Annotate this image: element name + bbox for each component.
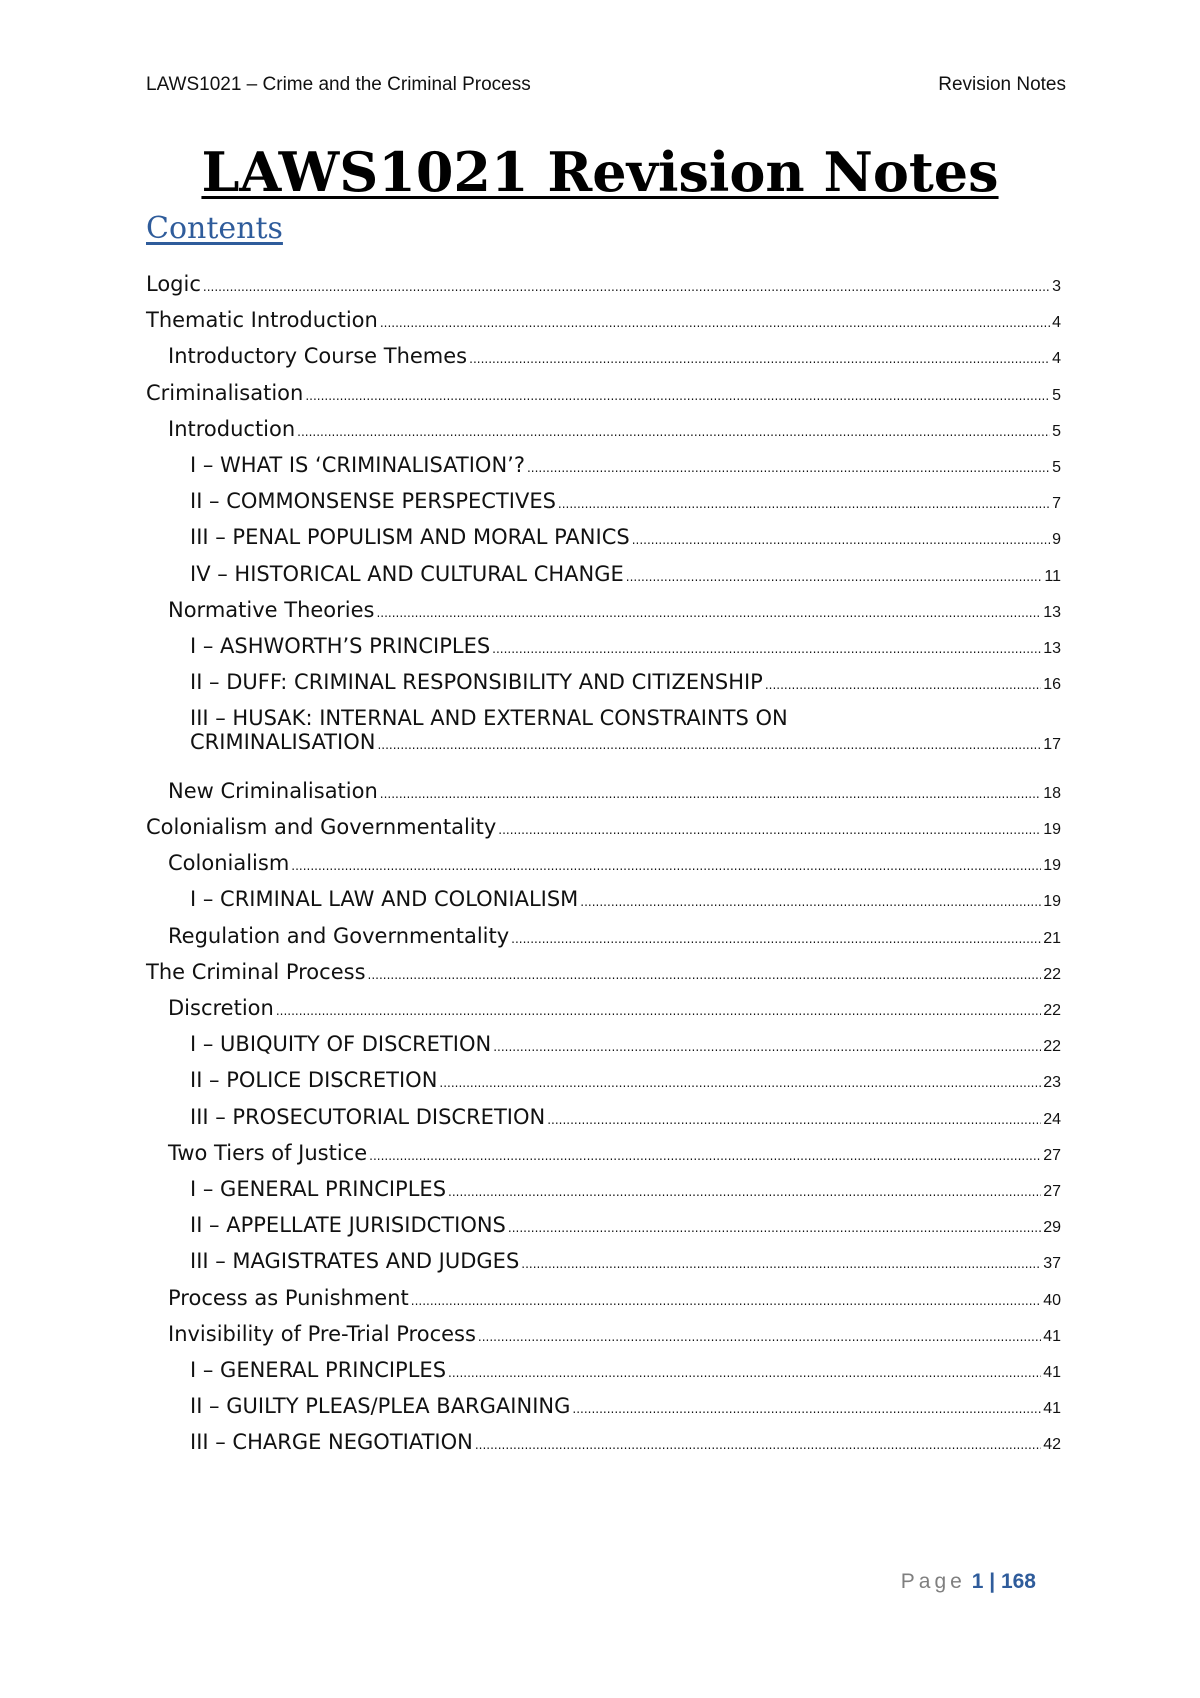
toc-entry-title: Thematic Introduction [146,308,378,333]
toc-entry-title: III – HUSAK: INTERNAL AND EXTERNAL CONSTRAINTS ON [190,706,788,731]
toc-entry-title: Introduction [168,416,296,441]
toc-dot-leader [508,1221,1041,1235]
toc-dot-leader [305,389,1050,403]
toc-entry-continuation [190,730,1061,754]
toc-dot-leader [498,823,1041,837]
toc-entry-title: Introductory Course Themes [168,344,468,369]
toc-entry[interactable] [146,1177,1061,1201]
toc-dot-leader [380,316,1050,330]
toc-dot-leader [475,1438,1041,1452]
toc-entry-title: IV – HISTORICAL AND CULTURAL CHANGE [190,561,624,586]
toc-page-number: 19 [1043,857,1061,875]
toc-entry-title: New Criminalisation [168,778,378,803]
toc-entry[interactable] [146,417,1061,441]
page-header [146,74,1066,100]
toc-page-number: 3 [1052,278,1061,295]
toc-dot-leader [558,497,1050,511]
toc-dot-leader [297,425,1050,439]
toc-page-number: 23 [1043,1074,1061,1092]
toc-entry-title: Two Tiers of Justice [168,1140,368,1165]
toc-entry[interactable] [146,1141,1061,1165]
toc-entry[interactable] [146,344,1061,368]
toc-entry-title: III – PROSECUTORIAL DISCRETION [190,1104,546,1129]
toc-entry-title: III – MAGISTRATES AND JUDGES [190,1249,520,1274]
toc-entry[interactable] [146,381,1061,405]
toc-entry-title: I – GENERAL PRINCIPLES [190,1177,447,1201]
toc-entry[interactable] [146,706,1061,754]
toc-page-number: 5 [1052,422,1061,440]
toc-entry-title: I – UBIQUITY OF DISCRETION [190,1032,492,1057]
toc-dot-leader [276,1004,1041,1018]
toc-dot-leader [439,1076,1041,1090]
toc-dot-leader [580,895,1041,909]
contents-heading[interactable]: Contents [146,211,283,246]
toc-entry[interactable] [146,851,1061,875]
toc-entry[interactable] [146,815,1061,839]
toc-entry[interactable] [146,1394,1061,1418]
toc-page-number: 18 [1043,784,1061,802]
toc-dot-leader [527,461,1050,475]
toc-dot-leader [469,352,1050,366]
toc-entry-title: II – APPELLATE JURISIDCTIONS [190,1213,506,1238]
toc-entry[interactable] [146,1213,1061,1237]
toc-entry[interactable] [146,598,1061,622]
toc-page-number: 22 [1043,965,1061,983]
toc-entry-title: Colonialism and Governmentality [146,815,497,839]
toc-dot-leader [632,533,1050,547]
toc-page-number: 27 [1043,1146,1061,1164]
toc-page-number: 37 [1043,1255,1061,1273]
toc-page-number: 13 [1043,640,1061,657]
toc-dot-leader [369,1149,1041,1163]
toc-entry-title: The Criminal Process [146,959,366,984]
toc-page-number: 19 [1043,893,1061,911]
toc-entry[interactable] [146,1286,1061,1310]
toc-entry[interactable] [146,779,1061,803]
footer-page-label: Page [900,1570,966,1593]
toc-dot-leader [377,738,1041,752]
toc-entry-title: Invisibility of Pre-Trial Process [168,1321,476,1346]
toc-entry[interactable] [146,634,1061,658]
toc-entry-title: III – CHARGE NEGOTIATION [190,1430,473,1455]
footer-total-pages: 168 [1000,1570,1036,1593]
toc-dot-leader [478,1330,1041,1344]
toc-entry-title: II – POLICE DISCRETION [190,1068,438,1093]
toc-entry-title: Colonialism [168,851,290,876]
toc-entry[interactable] [146,1032,1061,1056]
toc-page-number: 5 [1052,386,1061,404]
toc-entry[interactable] [146,1068,1061,1092]
toc-entry-title: III – PENAL POPULISM AND MORAL PANICS [190,525,630,550]
toc-page-number: 7 [1052,495,1061,513]
toc-page-number: 4 [1052,350,1061,368]
toc-page-number: 9 [1052,531,1061,549]
toc-entry[interactable] [146,272,1061,296]
toc-entry-title: I – CRIMINAL LAW AND COLONIALISM [190,887,579,912]
toc-entry-title: II – GUILTY PLEAS/PLEA BARGAINING [190,1394,571,1419]
toc-page-number: 24 [1043,1110,1061,1128]
toc-dot-leader [493,1040,1041,1054]
document-title: LAWS1021 Revision Notes [201,140,999,204]
toc-entry[interactable] [146,1249,1061,1273]
header-doc-type: Revision Notes [938,74,1066,95]
toc-entry-title: Regulation and Governmentality [168,923,510,948]
toc-dot-leader [380,787,1041,801]
toc-page-number: 13 [1043,603,1061,621]
toc-dot-leader [492,642,1041,656]
toc-page-number: 21 [1043,929,1061,947]
toc-entry-title: Process as Punishment [168,1285,409,1310]
toc-dot-leader [368,968,1042,982]
toc-page-number: 41 [1043,1364,1061,1381]
toc-dot-leader [765,678,1041,692]
toc-entry[interactable] [146,887,1061,911]
toc-dot-leader [572,1402,1041,1416]
toc-page-number: 17 [1043,736,1061,754]
toc-page-number: 5 [1052,459,1061,476]
toc-entry[interactable] [146,960,1061,984]
toc-entry-title: I – GENERAL PRINCIPLES [190,1358,447,1382]
toc-page-number: 40 [1043,1291,1061,1309]
toc-entry-title: Normative Theories [168,597,375,622]
toc-dot-leader [448,1185,1041,1199]
toc-entry[interactable] [146,1105,1061,1129]
toc-dot-leader [448,1366,1041,1380]
toc-dot-leader [547,1113,1041,1127]
toc-page-number: 19 [1043,821,1061,838]
toc-page-number: 11 [1044,567,1061,585]
toc-entry[interactable] [146,1430,1061,1454]
toc-page-number: 42 [1043,1436,1061,1454]
toc-page-number: 41 [1043,1327,1061,1345]
toc-entry[interactable] [146,996,1061,1020]
toc-dot-leader [291,859,1041,873]
toc-dot-leader [626,570,1043,584]
toc-entry-title: I – WHAT IS ‘CRIMINALISATION’? [190,453,525,477]
footer-page-number: 1 [971,1570,984,1593]
toc-dot-leader [511,932,1041,946]
toc-entry[interactable] [146,670,1061,694]
toc-entry[interactable] [146,1358,1061,1382]
toc-page-number: 29 [1043,1219,1061,1237]
toc-dot-leader [411,1294,1041,1308]
toc-entry[interactable] [146,525,1061,549]
toc-entry[interactable] [146,924,1061,948]
toc-page-number: 22 [1043,1038,1061,1056]
toc-entry[interactable] [146,489,1061,513]
footer-separator: | [989,1570,996,1593]
toc-dot-leader [203,280,1050,294]
toc-entry[interactable] [146,562,1061,586]
header-course-title: LAWS1021 – Crime and the Criminal Process [146,74,531,95]
toc-entry-title-continued: CRIMINALISATION [190,730,376,755]
toc-entry[interactable] [146,1322,1061,1346]
toc-entry[interactable] [146,308,1061,332]
page-footer [901,1570,1036,1594]
toc-entry-title: II – DUFF: CRIMINAL RESPONSIBILITY AND CITIZENSHIP [190,670,763,695]
toc-page-number: 41 [1043,1400,1061,1418]
toc-dot-leader [521,1257,1041,1271]
toc-entry-title: Discretion [168,996,274,1020]
toc-entry-title: Criminalisation [146,380,304,405]
toc-entry-title: II – COMMONSENSE PERSPECTIVES [190,489,556,514]
toc-entry-title: Logic [146,272,201,296]
toc-page-number: 27 [1043,1183,1061,1200]
toc-page-number: 4 [1052,314,1061,332]
toc-dot-leader [376,606,1041,620]
toc-page-number: 16 [1043,676,1061,694]
toc-page-number: 22 [1043,1002,1061,1019]
toc-entry-title: I – ASHWORTH’S PRINCIPLES [190,634,491,658]
toc-entry[interactable] [146,453,1061,477]
